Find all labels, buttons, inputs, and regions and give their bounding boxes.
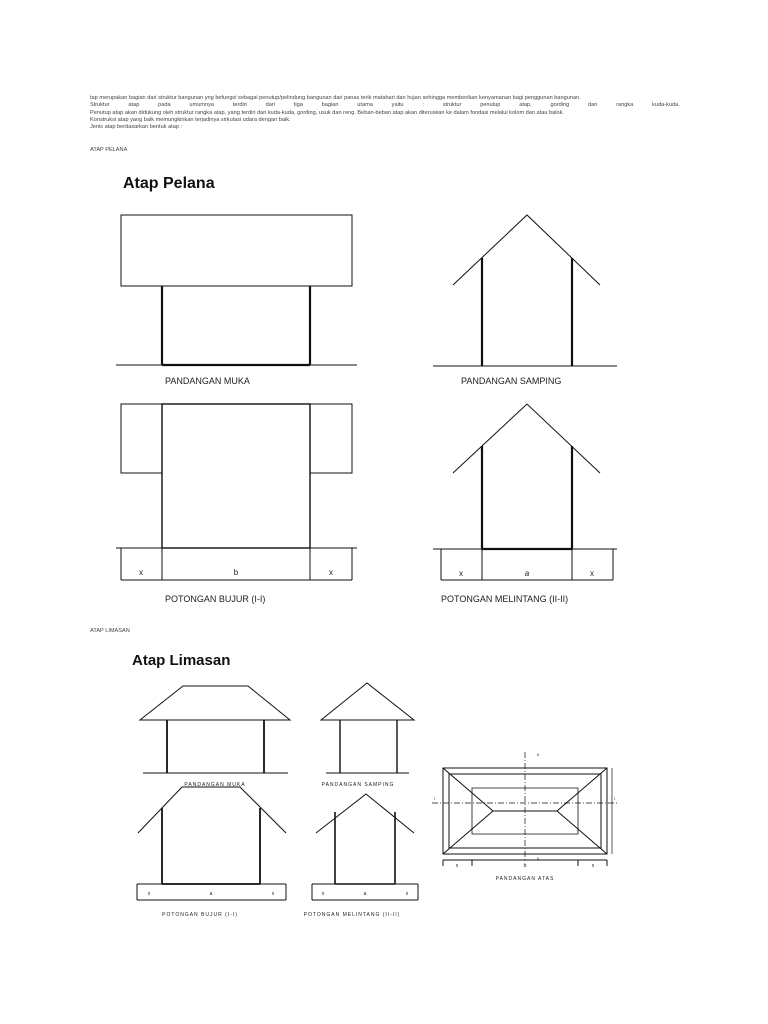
limasan-figure-title: Atap Limasan bbox=[132, 652, 231, 669]
pelana-melintang-dim-a: a bbox=[524, 569, 530, 578]
intro-line-2-word: struktur bbox=[442, 102, 462, 109]
pelana-caption-bujur: POTONGAN BUJUR (I-I) bbox=[165, 594, 266, 604]
intro-line-2-word: atap, bbox=[519, 102, 532, 109]
pelana-bujur-dim-x-right: x bbox=[329, 568, 333, 577]
pelana-longitudinal-section bbox=[116, 404, 357, 580]
pelana-side-view bbox=[433, 215, 617, 366]
intro-line-2-word: atap bbox=[128, 102, 140, 109]
pelana-caption-side: PANDANGAN SAMPING bbox=[461, 376, 562, 386]
intro-line-2-word: utama bbox=[357, 102, 373, 109]
intro-line-2-word: kuda-kuda. bbox=[652, 102, 680, 109]
section-label-limasan: ATAP LIMASAN bbox=[90, 628, 130, 634]
limasan-melintang-dim-x-left: x bbox=[321, 891, 325, 897]
limasan-top-mark-ii-bottom: II bbox=[537, 856, 540, 861]
limasan-cross-section bbox=[312, 794, 418, 900]
intro-line-2-word: penutup bbox=[480, 102, 501, 109]
limasan-caption-melintang: POTONGAN MELINTANG (II-II) bbox=[303, 912, 401, 918]
pelana-cross-section bbox=[433, 404, 617, 580]
intro-line-2-word: rangka bbox=[616, 102, 634, 109]
limasan-top-view bbox=[432, 752, 618, 866]
limasan-bujur-dim-x-left: x bbox=[147, 891, 151, 897]
limasan-top-mark-i-right: I bbox=[614, 796, 616, 801]
intro-line-2-word: yaitu bbox=[391, 102, 404, 109]
pelana-caption-front: PANDANGAN MUKA bbox=[165, 376, 250, 386]
intro-line-4: Konstruksi atap yang baik memungkinkan terjadinya sirkulasi udara dengan baik. bbox=[90, 116, 291, 123]
limasan-bujur-dim-x-right: x bbox=[271, 891, 275, 897]
limasan-melintang-dim-x-right: x bbox=[405, 891, 409, 897]
intro-line-2-word: bagian bbox=[321, 102, 339, 109]
intro-line-2-word: dari bbox=[265, 102, 275, 109]
limasan-top-mark-i-left: I bbox=[434, 796, 436, 801]
limasan-front-view bbox=[140, 686, 290, 773]
intro-line-2-word: pada bbox=[158, 102, 171, 109]
intro-line-2-word: tiga bbox=[293, 102, 303, 109]
limasan-top-dim-x-right: x bbox=[591, 863, 595, 869]
pelana-bujur-dim-x-left: x bbox=[139, 568, 143, 577]
limasan-caption-bujur: POTONGAN BUJUR (I-I) bbox=[162, 912, 238, 918]
intro-line-2-word: terdiri bbox=[232, 102, 247, 109]
intro-line-2-word: umumnya bbox=[189, 102, 214, 109]
section-label-pelana: ATAP PELANA bbox=[90, 147, 128, 153]
limasan-top-mark-ii-top: II bbox=[537, 752, 540, 757]
intro-line-2-word: gording bbox=[550, 102, 570, 109]
intro-line-2-word: : bbox=[422, 102, 424, 109]
pelana-bujur-dim-b: b bbox=[233, 568, 239, 577]
limasan-caption-top: PANDANGAN ATAS bbox=[495, 876, 555, 882]
limasan-side-view bbox=[321, 683, 414, 773]
intro-line-1: tap merupakan bagian dari struktur bangunan yng befungsi sebagai penutup/pelindung bangunan dari panas terik matahari dan hujan sehingga memberikan kenyamanan bagi penggunan bangunan. bbox=[90, 95, 581, 101]
pelana-caption-melintang: POTONGAN MELINTANG (II-II) bbox=[441, 594, 569, 604]
intro-line-5: Jenis atap berdasarkan bentuk atap : bbox=[90, 124, 183, 131]
limasan-top-dim-b: b bbox=[523, 863, 527, 869]
pelana-front-view bbox=[116, 215, 357, 365]
intro-line-2-word: dan bbox=[588, 102, 598, 109]
limasan-caption-side: PANDANGAN SAMPING bbox=[321, 782, 395, 788]
pelana-melintang-dim-x-left: x bbox=[459, 569, 463, 578]
pelana-figure-title: Atap Pelana bbox=[123, 175, 215, 192]
limasan-caption-front: PANDANGAN MUKA bbox=[184, 782, 246, 788]
limasan-melintang-dim-a: a bbox=[363, 891, 367, 897]
limasan-longitudinal-section bbox=[137, 787, 286, 900]
intro-line-3: Penutup atap akan didukung oleh struktur rangka atap, yang terdiri dari kuda-kuda, gording, usuk dan reng. Beban-beban atap akan diteruskan ke dalam fondasi melalui kolom dan atau balok. bbox=[90, 109, 564, 116]
intro-line-2-word: Struktur bbox=[90, 102, 110, 109]
limasan-top-dim-x-left: x bbox=[455, 863, 459, 869]
limasan-bujur-dim-a: a bbox=[209, 891, 213, 897]
pelana-melintang-dim-x-right: x bbox=[590, 569, 594, 578]
